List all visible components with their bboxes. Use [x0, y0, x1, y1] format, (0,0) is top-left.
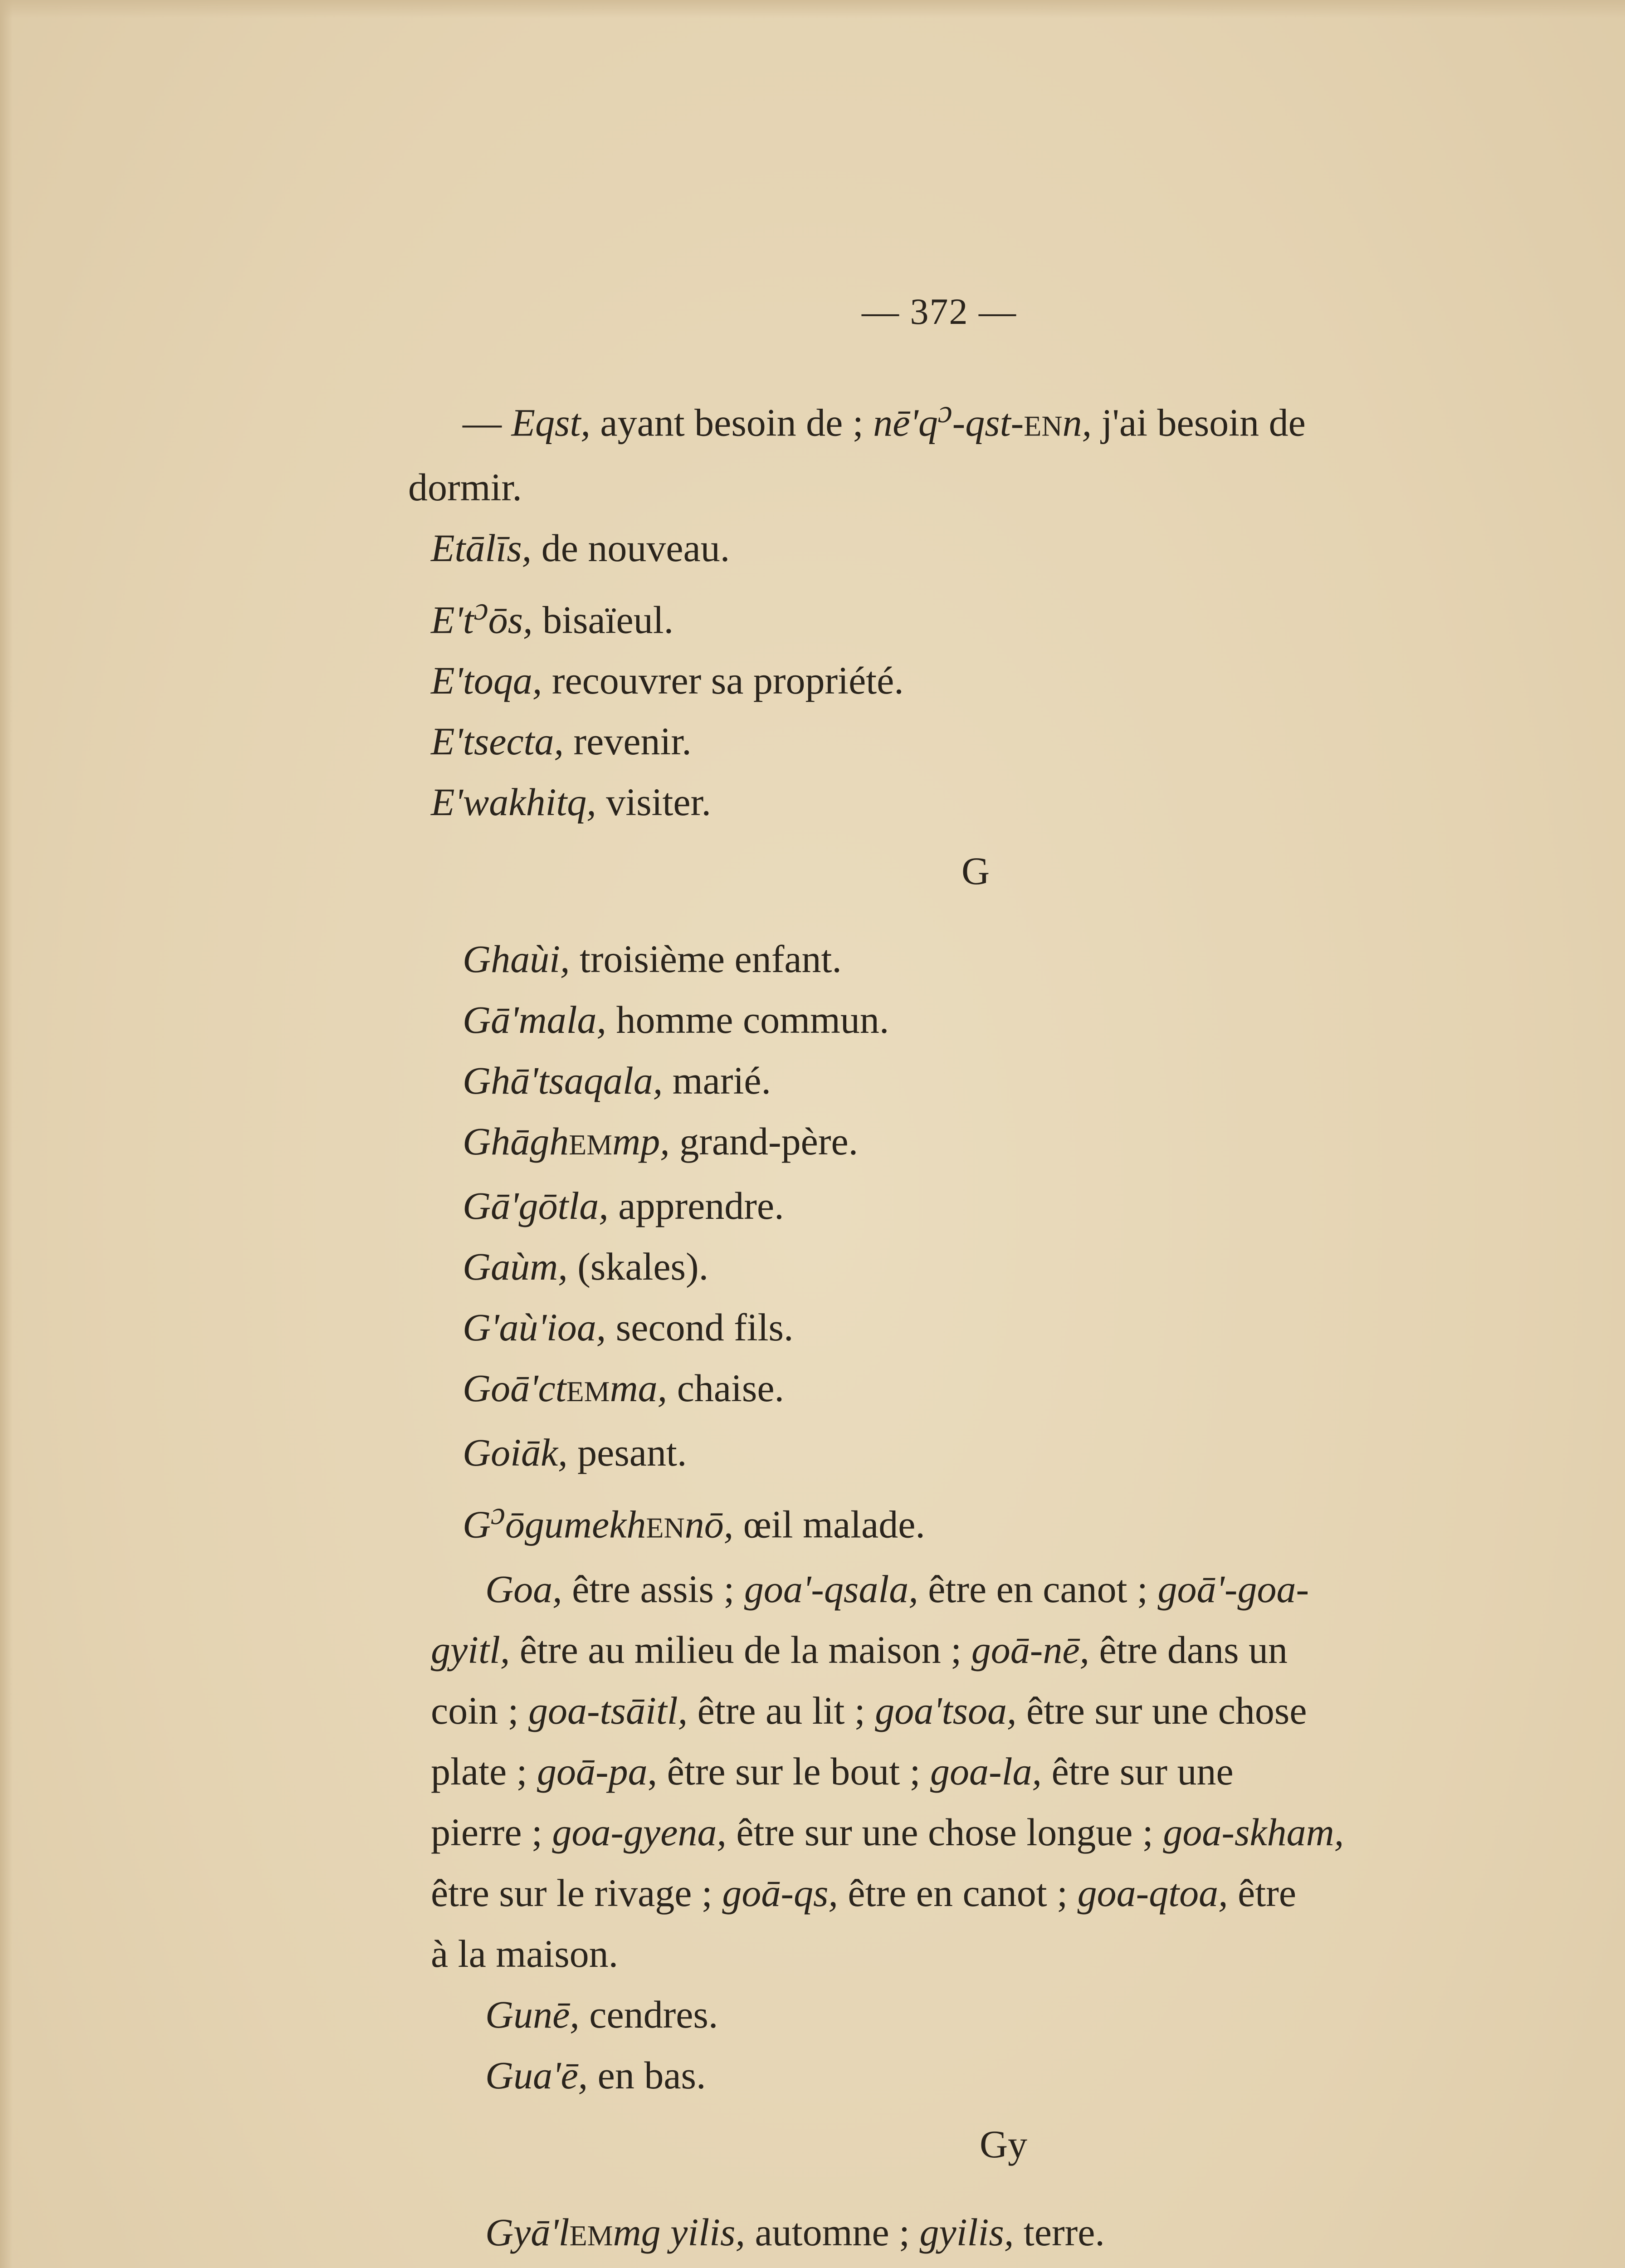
entry-line: Gā'gōtla, apprendre.	[463, 1184, 784, 1228]
page-edge-shadow-top	[0, 0, 1625, 18]
goa-paragraph-line: gyitl, être au milieu de la maison ; goā-nē, être dans un	[431, 1628, 1288, 1672]
goa-paragraph-line: pierre ; goa-gyena, être sur une chose longue ; goa-skham,	[431, 1810, 1344, 1854]
entry-line: Gunē, cendres.	[485, 1992, 718, 2036]
entry-line: G'aù'ioa, second fils.	[463, 1305, 794, 1349]
dictionary-text	[408, 381, 1542, 2268]
section-heading-gy: Gy	[980, 2122, 1028, 2166]
entry-line: Goā'ctEMma, chaise.	[463, 1366, 785, 1410]
goa-paragraph-line: être sur le rivage ; goā-qs, être en canot ; goa-qtoa, être	[431, 1871, 1297, 1915]
entry-line: Gaùm, (skales).	[463, 1245, 709, 1289]
section-heading-g: G	[961, 849, 990, 893]
goa-paragraph-line: Goa, être assis ; goa'-qsala, être en canot ; goā'-goa-	[485, 1567, 1309, 1611]
entry-line: Goiāk, pesant.	[463, 1431, 687, 1475]
goa-paragraph-line: à la maison.	[431, 1931, 619, 1975]
page-edge-shadow-left	[0, 0, 13, 2268]
headword: Eqst,	[511, 401, 590, 445]
entry-eqst-line-2: dormir.	[408, 465, 522, 509]
entry-line: Gā'mala, homme commun.	[463, 998, 889, 1042]
entry-line: Gua'ē, en bas.	[485, 2053, 706, 2097]
entry-line	[408, 2266, 1542, 2268]
entry-line: Ghā'tsaqala, marié.	[463, 1059, 771, 1103]
entry-eqst-line-1: — Eqst, ayant besoin de ; $nē'q^ɔ-qst$-ENn, j'ai besoin de	[463, 393, 1306, 445]
page-number: — 372 —	[862, 291, 1017, 332]
entry-line: GhāghEMmp, grand-père.	[463, 1119, 859, 1163]
entry-line: E'tsecta, revenir.	[431, 719, 692, 763]
entry-line: $G^ɔōgumekhENnō$, œil malade.	[463, 1495, 925, 1546]
entry-line: $E't^ɔōs$, bisaïeul.	[431, 590, 674, 642]
entry-line: E'toqa, recouvrer sa propriété.	[431, 659, 904, 703]
goa-paragraph-line: plate ; goā-pa, être sur le bout ; goa-la, être sur une	[431, 1749, 1234, 1793]
goa-paragraph-line: coin ; goa-tsāitl, être au lit ; goa'tsoa, être sur une chose	[431, 1688, 1307, 1732]
entry-line: Gyā'lEMmg yilis, automne ; gyilis, terre.	[485, 2210, 1105, 2254]
entry-line: E'wakhitq, visiter.	[431, 780, 711, 824]
goa-paragraph	[408, 1559, 1542, 1984]
entry-line: Ghaùi, troisième enfant.	[463, 937, 842, 981]
entry-line: Etālīs, de nouveau.	[431, 526, 730, 570]
